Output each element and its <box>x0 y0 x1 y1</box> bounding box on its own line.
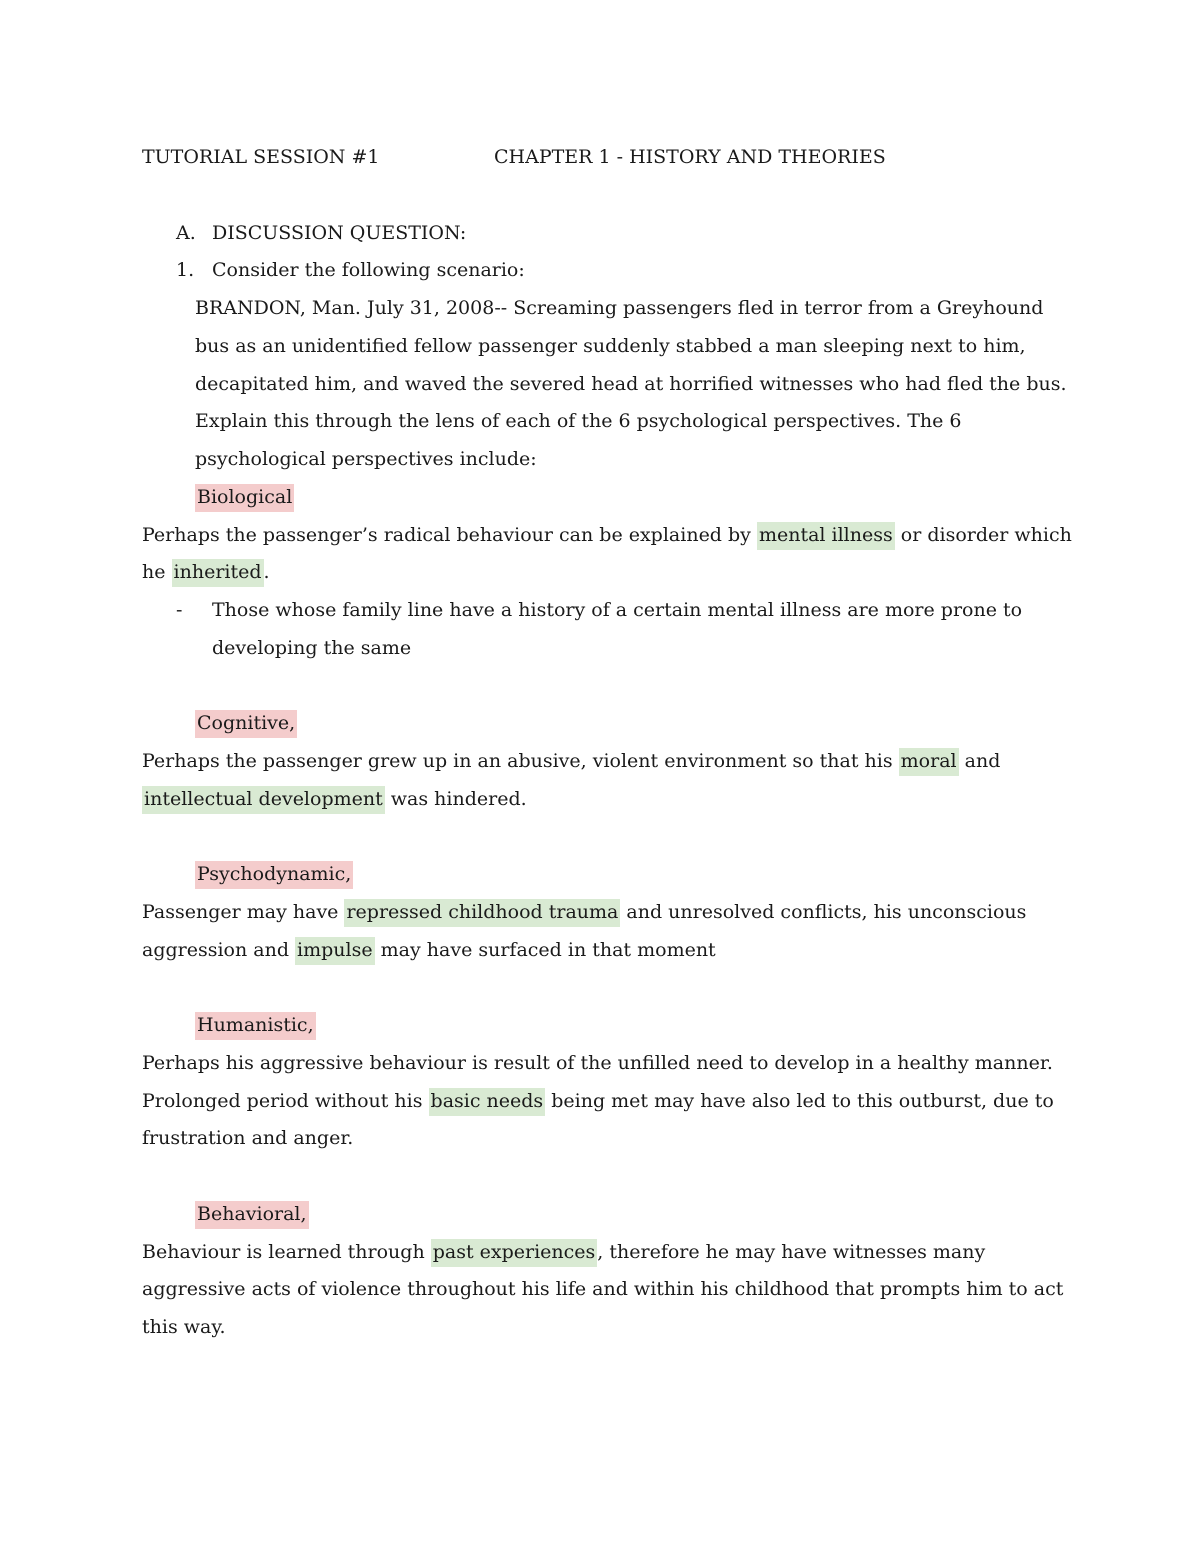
behavioral-line-2: aggressive acts of violence throughout his life and within his childhood that prompts him to act <box>142 1278 1064 1300</box>
highlight-keyword: moral <box>899 748 959 776</box>
text-run: . <box>263 561 270 583</box>
section-title: DISCUSSION QUESTION: <box>212 222 467 244</box>
bullet-line-2: developing the same <box>212 637 412 659</box>
bullet-dash: - <box>176 599 183 621</box>
biological-line-1 <box>142 523 1072 547</box>
bullet-line-1: Those whose family line have a history of a certain mental illness are more prone to <box>212 599 1023 621</box>
cognitive-line-2 <box>142 787 527 811</box>
humanistic-line-1: Perhaps his aggressive behaviour is result of the unfilled need to develop in a healthy manner. <box>142 1052 1053 1074</box>
text-run: Perhaps the passenger’s radical behaviour can be explained by <box>142 524 757 546</box>
humanistic-line-3: frustration and anger. <box>142 1127 354 1149</box>
text-run: , therefore he may have witnesses many <box>597 1241 986 1263</box>
scenario-line-3: decapitated him, and waved the severed head at horrified witnesses who had fled the bus. <box>195 373 1067 395</box>
chapter-title: CHAPTER 1 - HISTORY AND THEORIES <box>494 146 886 168</box>
text-run: and <box>958 750 1001 772</box>
perspective-biological-label <box>195 485 294 509</box>
psychodynamic-line-2 <box>142 938 716 962</box>
perspective-psychodynamic-label <box>195 862 353 886</box>
session-title: TUTORIAL SESSION #1 <box>142 146 380 168</box>
scenario-line-1: BRANDON, Man. July 31, 2008-- Screaming passengers fled in terror from a Greyhound <box>195 297 1044 319</box>
text-run: being met may have also led to this outburst, due to <box>545 1090 1054 1112</box>
humanistic-line-2 <box>142 1089 1054 1113</box>
perspective-humanistic-label <box>195 1013 316 1037</box>
highlight-label: Psychodynamic, <box>195 861 353 889</box>
behavioral-line-1 <box>142 1240 985 1264</box>
scenario-line-2: bus as an unidentified fellow passenger suddenly stabbed a man sleeping next to him, <box>195 335 1026 357</box>
text-run: Perhaps the passenger grew up in an abusive, violent environment so that his <box>142 750 899 772</box>
cognitive-line-1 <box>142 749 1000 773</box>
highlight-keyword: repressed childhood trauma <box>344 899 620 927</box>
highlight-keyword: past experiences <box>431 1239 598 1267</box>
perspective-cognitive-label <box>195 711 297 735</box>
text-run: and unresolved conflicts, his unconscious <box>620 901 1027 923</box>
highlight-keyword: mental illness <box>757 522 895 550</box>
text-run: he <box>142 561 172 583</box>
behavioral-line-3: this way. <box>142 1316 226 1338</box>
scenario-line-4: Explain this through the lens of each of the 6 psychological perspectives. The 6 <box>195 410 962 432</box>
text-run: Passenger may have <box>142 901 345 923</box>
question-prompt: Consider the following scenario: <box>212 259 525 281</box>
text-run: may have surfaced in that moment <box>374 939 716 961</box>
psychodynamic-line-1 <box>142 900 1026 924</box>
highlight-keyword: impulse <box>295 937 375 965</box>
scenario-line-5: psychological perspectives include: <box>195 448 537 470</box>
text-run: aggression and <box>142 939 296 961</box>
text-run: Behaviour is learned through <box>142 1241 431 1263</box>
text-run: Prolonged period without his <box>142 1090 429 1112</box>
highlight-label: Humanistic, <box>195 1012 316 1040</box>
highlight-label: Biological <box>195 484 294 512</box>
biological-line-2 <box>142 560 270 584</box>
highlight-keyword: basic needs <box>429 1088 546 1116</box>
text-run: or disorder which <box>894 524 1072 546</box>
highlight-keyword: inherited <box>172 559 264 587</box>
text-run: was hindered. <box>384 788 527 810</box>
highlight-label: Cognitive, <box>195 710 297 738</box>
highlight-keyword: intellectual development <box>142 786 385 814</box>
question-number: 1. <box>176 259 195 281</box>
perspective-behavioral-label <box>195 1202 309 1226</box>
highlight-label: Behavioral, <box>195 1201 309 1229</box>
section-letter: A. <box>176 222 196 244</box>
